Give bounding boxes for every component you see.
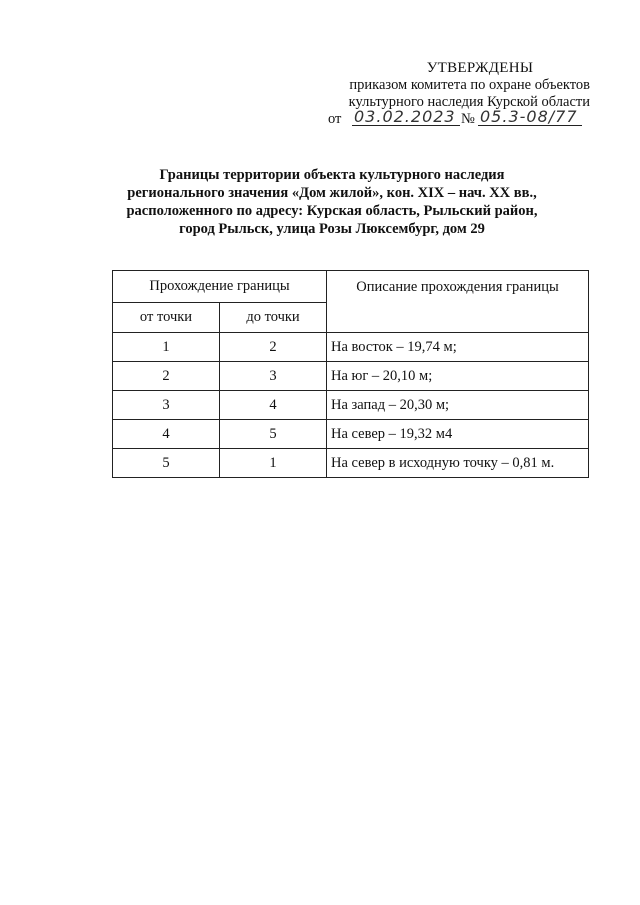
cell-to: 1 <box>220 449 327 478</box>
cell-description: На север в исходную точку – 0,81 м. <box>327 449 589 478</box>
table-row <box>113 391 589 420</box>
approval-title: УТВЕРЖДЕНЫ <box>426 60 534 76</box>
document-heading <box>100 166 564 238</box>
boundary-table <box>112 270 589 478</box>
number-label: № <box>461 111 475 127</box>
cell-description: На восток – 19,74 м; <box>327 333 589 362</box>
header-to-point: до точки <box>220 303 327 333</box>
cell-to: 2 <box>220 333 327 362</box>
cell-to: 3 <box>220 362 327 391</box>
heading-line-3: расположенного по адресу: Курская область, Рыльский район, <box>126 203 538 219</box>
cell-from: 4 <box>113 420 220 449</box>
table-row <box>113 449 589 478</box>
table-header-row <box>113 271 589 303</box>
handwritten-number: 05.3-08/77 <box>480 107 578 126</box>
heading-line-2: регионального значения «Дом жилой», кон. XIX – нач. XX вв., <box>127 185 537 201</box>
approval-block <box>318 60 590 129</box>
cell-to: 5 <box>220 420 327 449</box>
cell-description: На север – 19,32 м4 <box>327 420 589 449</box>
date-label: от <box>328 111 342 127</box>
header-from-point: от точки <box>113 303 220 333</box>
approval-signature-line <box>318 107 590 129</box>
table-row <box>113 333 589 362</box>
header-boundary-passage: Прохождение границы <box>113 271 327 303</box>
cell-description: На запад – 20,30 м; <box>327 391 589 420</box>
cell-from: 5 <box>113 449 220 478</box>
heading-line-4: город Рыльск, улица Розы Люксембург, дом 29 <box>179 221 485 237</box>
cell-to: 4 <box>220 391 327 420</box>
approval-line-1: приказом комитета по охране объектов <box>349 77 590 93</box>
cell-from: 3 <box>113 391 220 420</box>
table-row <box>113 362 589 391</box>
handwritten-date: 03.02.2023 <box>354 107 456 126</box>
header-description: Описание прохождения границы <box>327 271 589 333</box>
approval-line-2: культурного наследия Курской области <box>348 94 590 110</box>
cell-description: На юг – 20,10 м; <box>327 362 589 391</box>
table-row <box>113 420 589 449</box>
cell-from: 1 <box>113 333 220 362</box>
heading-line-1: Границы территории объекта культурного наследия <box>159 167 505 183</box>
cell-from: 2 <box>113 362 220 391</box>
